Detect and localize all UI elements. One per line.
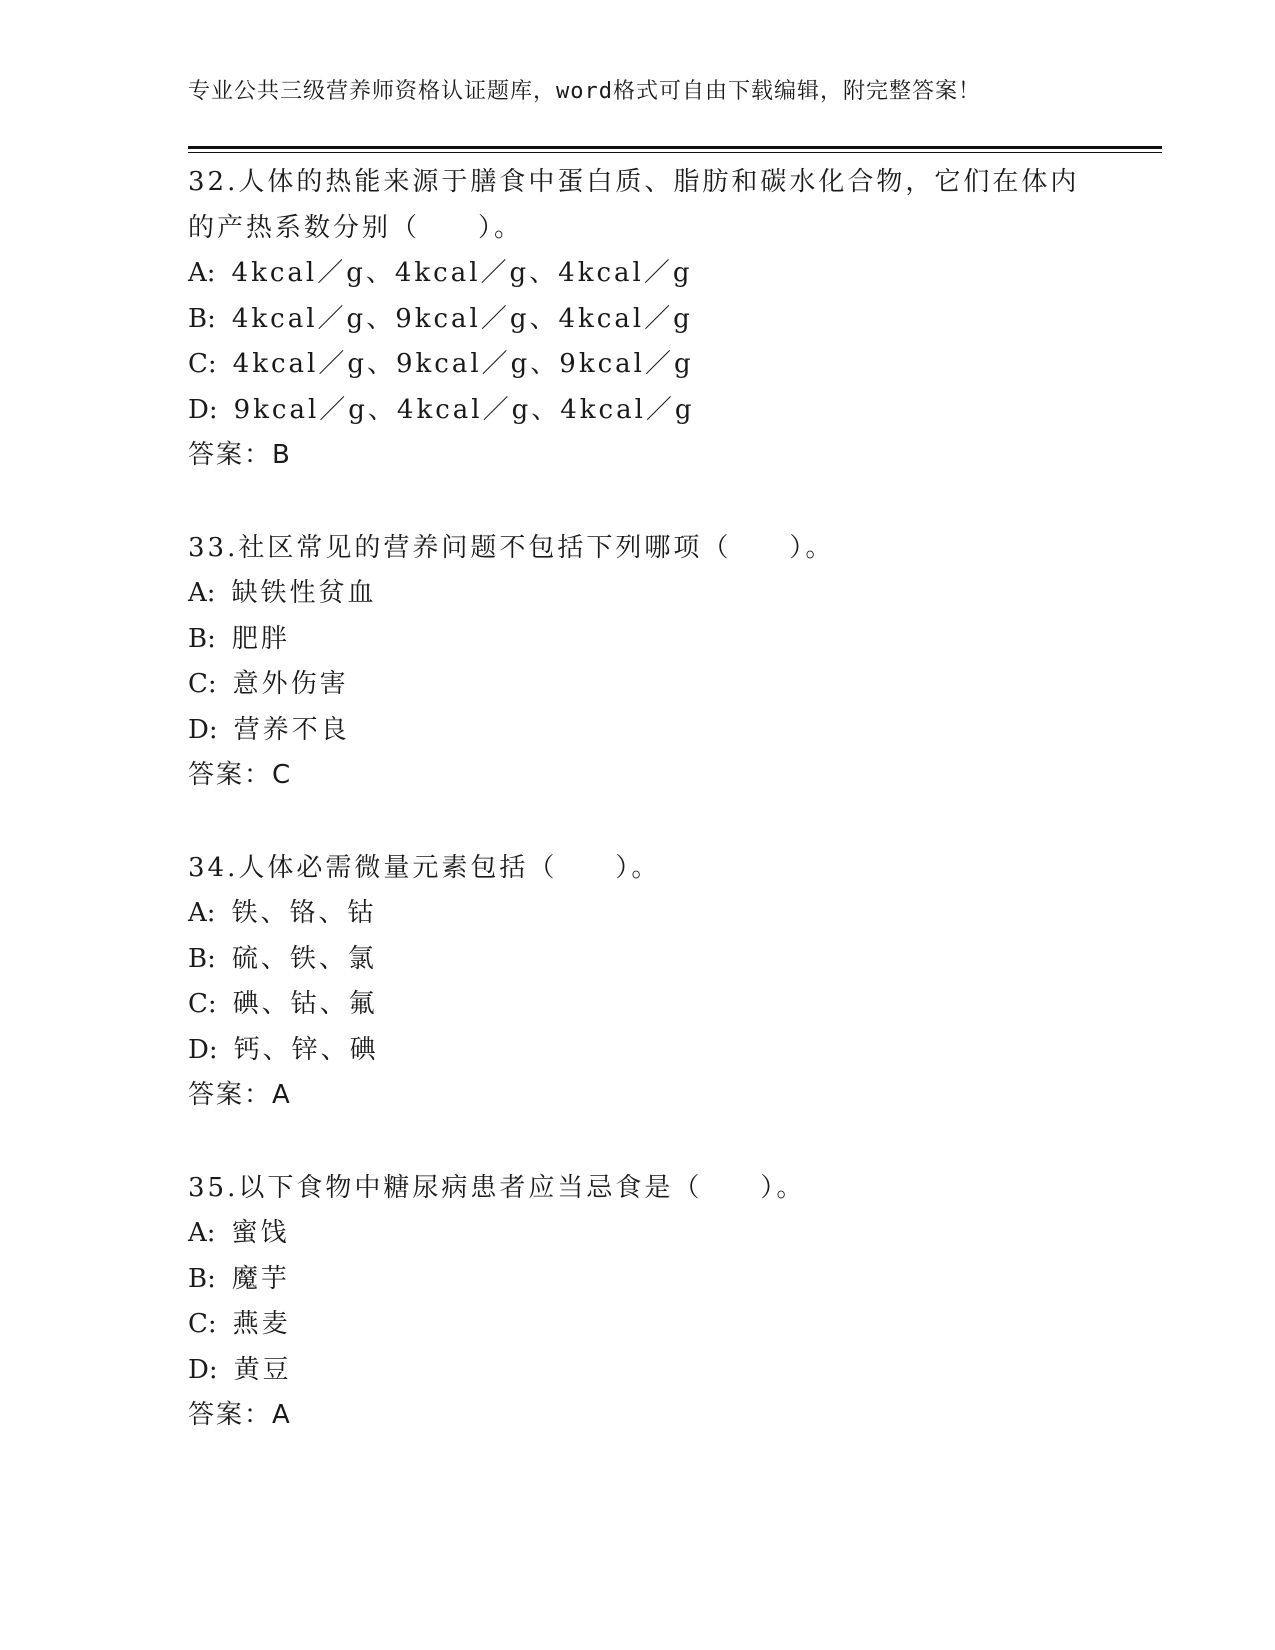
option-text: 肥胖 bbox=[231, 623, 290, 654]
option-letter: D: bbox=[188, 714, 218, 745]
option-text: 缺铁性贫血 bbox=[231, 578, 377, 608]
option-a bbox=[188, 571, 1148, 617]
option-b bbox=[188, 617, 1148, 663]
option-letter: A: bbox=[188, 898, 216, 928]
option-c bbox=[188, 662, 1148, 708]
answer-value: A bbox=[272, 1400, 291, 1430]
answer-label: 答案： bbox=[188, 1400, 273, 1430]
option-letter: C: bbox=[188, 1309, 217, 1339]
option-letter: B: bbox=[188, 1263, 216, 1294]
option-c bbox=[188, 982, 1148, 1028]
option-letter: D: bbox=[188, 1354, 218, 1385]
option-text: 营养不良 bbox=[233, 714, 350, 745]
option-text: 蜜饯 bbox=[231, 1218, 290, 1248]
option-text: 铁、铬、钴 bbox=[231, 898, 377, 928]
option-letter: C: bbox=[188, 989, 217, 1019]
option-letter: B: bbox=[188, 623, 216, 654]
option-c bbox=[188, 342, 1148, 388]
option-b bbox=[188, 297, 1148, 343]
option-text: 燕麦 bbox=[232, 1309, 291, 1339]
option-a bbox=[188, 1211, 1148, 1257]
answer-label: 答案： bbox=[188, 1080, 273, 1110]
option-letter: A: bbox=[188, 1218, 216, 1248]
answer-value: C bbox=[272, 760, 292, 790]
question-stem-continued: 的产热系数分别（ ）。 bbox=[188, 212, 524, 243]
option-letter: D: bbox=[188, 394, 218, 425]
question-stem: 33.社区常见的营养问题不包括下列哪项（ ）。 bbox=[188, 532, 835, 563]
option-d bbox=[188, 708, 1148, 754]
question-34 bbox=[188, 846, 1148, 1119]
option-c bbox=[188, 1302, 1148, 1348]
option-letter: A: bbox=[188, 258, 216, 288]
option-text: 4kcal／g、4kcal／g、4kcal／g bbox=[231, 258, 693, 288]
option-text: 碘、钴、氟 bbox=[232, 989, 378, 1019]
answer-line bbox=[188, 753, 1148, 799]
answer-label: 答案： bbox=[188, 760, 273, 790]
answer-line bbox=[188, 1073, 1148, 1119]
option-text: 4kcal／g、9kcal／g、4kcal／g bbox=[231, 303, 693, 334]
option-letter: C: bbox=[188, 349, 217, 379]
option-text: 4kcal／g、9kcal／g、9kcal／g bbox=[232, 349, 694, 379]
question-32 bbox=[188, 160, 1148, 479]
question-33 bbox=[188, 526, 1148, 799]
option-letter: B: bbox=[188, 303, 216, 334]
option-d bbox=[188, 1348, 1148, 1394]
option-letter: D: bbox=[188, 1034, 218, 1065]
header-rule-thin bbox=[188, 152, 1162, 153]
option-d bbox=[188, 388, 1148, 434]
option-d bbox=[188, 1028, 1148, 1074]
header-rule-thick bbox=[188, 146, 1162, 149]
option-letter: A: bbox=[188, 578, 216, 608]
answer-value: B bbox=[272, 440, 291, 470]
answer-label: 答案： bbox=[188, 440, 273, 470]
option-a bbox=[188, 251, 1148, 297]
page-header: 专业公共三级营养师资格认证题库，word格式可自由下载编辑，附完整答案！ bbox=[188, 79, 981, 104]
question-stem: 35.以下食物中糖尿病患者应当忌食是（ ）。 bbox=[188, 1172, 806, 1203]
question-35 bbox=[188, 1166, 1148, 1439]
option-text: 黄豆 bbox=[233, 1354, 292, 1385]
option-text: 意外伤害 bbox=[232, 669, 349, 699]
option-text: 硫、铁、氯 bbox=[231, 943, 377, 974]
answer-value: A bbox=[272, 1080, 291, 1110]
question-list bbox=[188, 160, 1148, 1486]
option-b bbox=[188, 1257, 1148, 1303]
question-stem: 32.人体的热能来源于膳食中蛋白质、脂肪和碳水化合物，它们在体内 bbox=[188, 167, 1080, 197]
option-text: 9kcal／g、4kcal／g、4kcal／g bbox=[233, 394, 695, 425]
answer-line bbox=[188, 1393, 1148, 1439]
option-letter: C: bbox=[188, 669, 217, 699]
question-stem: 34.人体必需微量元素包括（ ）。 bbox=[188, 852, 661, 883]
option-text: 魔芋 bbox=[231, 1263, 290, 1294]
answer-line bbox=[188, 433, 1148, 479]
option-b bbox=[188, 937, 1148, 983]
option-a bbox=[188, 891, 1148, 937]
option-text: 钙、锌、碘 bbox=[233, 1034, 379, 1065]
option-letter: B: bbox=[188, 943, 216, 974]
